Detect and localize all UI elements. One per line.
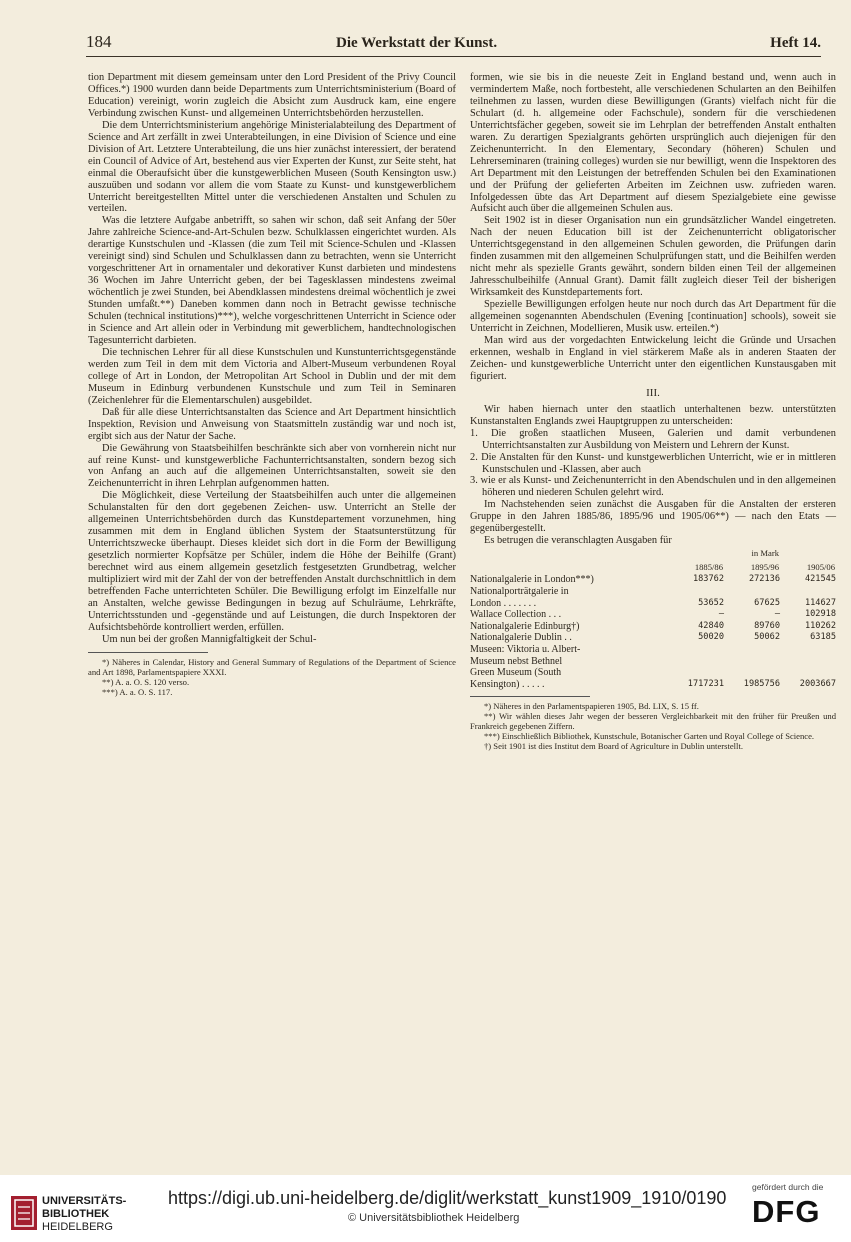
paragraph: Die dem Unterrichtsministerium angehörige Ministerialabteilung des Department of Science and Art zerfällt in zwei Unterabteilungen, in eine Division of Science und eine Division of Art. Letztere Unterabteilung, die uns hier zunächst interessiert, der beratend ein Council of Advice of Art, bestehend aus vier Experten der Kunst, zur Seite steht, hat einmal die Oberaufsicht über die kunstgewerblichen Museen (South Kensington usw.) auszuüben und sodann vor allem die vom Staate zu Kunst- und kunstgewerblichem Unterricht bereitgestellten Mittel unter die verschiedenen Anstalten und Schulen zu verteilen. (88, 119, 456, 215)
cell-value (668, 667, 724, 679)
cell-value: 89760 (754, 620, 780, 631)
table-row (470, 586, 836, 598)
paragraph: Spezielle Bewilligungen erfolgen heute nur noch durch das Art Department für die allgemeinen sogenannten Abendschulen (Evening [continuation] schools), soweit sie Unterricht in Zeichnen, Modellieren, Musik usw. erteilen.*) (470, 299, 836, 335)
list-item: 2. Die Anstalten für den Kunst- und kunstgewerblichen Unterricht, wie er in mittleren Kunstschulen und -Klassen, aber auch (470, 451, 836, 475)
row-label: Nationalgalerie in London***) (470, 574, 594, 586)
cell-value (668, 586, 724, 598)
footnote-rule (88, 652, 208, 653)
year-header: 1905/06 (806, 561, 835, 572)
dfg-logo[interactable]: DFG (752, 1194, 821, 1229)
issue-number: Heft 14. (770, 35, 821, 51)
footnote: *) Näheres in Calendar, History and General Summary of Regulations of the Department of Science and Art 1898, Parlamentspapiere XXXI. (88, 656, 456, 677)
cell-value (724, 586, 780, 598)
row-label: Nationalgalerie Edinburg†) (470, 620, 580, 632)
running-header (86, 30, 821, 57)
row-label: Museum nebst Bethnel (470, 655, 563, 667)
cell-value (780, 656, 836, 668)
cell-value: 53652 (698, 597, 724, 608)
table-row (470, 644, 836, 656)
cell-value (780, 644, 836, 656)
cell-value: 2003667 (799, 678, 836, 689)
paragraph: Die technischen Lehrer für all diese Kunstschulen und Kunstunterrichtsgegenstände werden zum Teil in dem mit dem Victoria and Albert-Museum verbundenen Royal college of Art in London, der Metropolitan Art School in Dublin und der mit dem Museum in Edinburg verbundenen Kunstschule und zum Teil in Seminaren (Zeichenlehrer für die Elementarschulen) ausgebildet. (88, 346, 456, 406)
paragraph: Wir haben hiernach unter den staatlich unterhaltenen bezw. unterstützten Kunstanstalten Englands zwei Hauptgruppen zu unterscheiden: (470, 403, 836, 427)
paragraph: Es betrugen die veranschlagten Ausgaben für (484, 535, 672, 547)
university-seal-icon (10, 1195, 38, 1231)
cell-value: 67625 (754, 597, 780, 608)
cell-value: 102918 (804, 609, 836, 620)
cell-value (780, 667, 836, 679)
year-header: 1895/96 (750, 561, 779, 572)
expenditure-table (470, 547, 836, 690)
table-row (470, 656, 836, 668)
cell-value: — (718, 609, 724, 620)
cell-value: 114627 (804, 597, 836, 608)
viewer-footer (0, 1175, 851, 1242)
cell-value (724, 656, 780, 668)
paragraph: Die Gewährung von Staatsbeihilfen beschränkte sich aber von vornherein nicht nur auf reine Kunst- und kunstgewerbliche Fachunterrichtsanstalten, sondern bezog sich von Anfang an auch auf die allgemeinen Unterrichtsanstalten, soweit sie den Zeichenunterricht in ihren Lehrplan aufgenommen hatten. (88, 442, 456, 490)
cell-value: 50062 (754, 632, 780, 643)
cell-value: 50020 (698, 632, 724, 643)
year-header: 1885/86 (694, 561, 723, 572)
section-heading: III. (646, 386, 660, 399)
row-label: Nationalporträtgalerie in (470, 585, 569, 597)
table-row (470, 598, 836, 610)
left-column (88, 72, 456, 697)
page-number: 184 (86, 32, 112, 51)
footnote: *) Näheres in den Parlamentspapieren 1905, Bd. LIX, S. 15 ff. (484, 701, 699, 712)
table-row (470, 632, 836, 644)
permalink-url[interactable]: https://digi.ub.uni-heidelberg.de/diglit/werkstatt_kunst1909_1910/0190 (168, 1188, 727, 1208)
cell-value (668, 644, 724, 656)
institution-name: UNIVERSITÄTS- BIBLIOTHEK HEIDELBERG (42, 1195, 127, 1233)
table-row (470, 621, 836, 633)
cell-value (724, 644, 780, 656)
cell-value (724, 667, 780, 679)
row-label: Green Museum (South (470, 667, 562, 679)
funding-caption: gefördert durch die (752, 1182, 824, 1192)
row-label: Museen: Viktoria u. Albert- (470, 643, 581, 655)
cell-value: 272136 (748, 574, 780, 585)
table-unit-row (470, 547, 836, 561)
table-header-row (470, 561, 836, 575)
table-row (470, 574, 836, 586)
cell-value: 42840 (698, 620, 724, 631)
footnote: **) A. a. O. S. 120 verso. (102, 676, 190, 687)
table-row (470, 679, 836, 691)
paragraph: Die Möglichkeit, diese Verteilung der Staatsbeihilfen auch unter die allgemeinen Schulanstalten für den dort gegebenen Zeichen- usw. Unterricht an Stelle der allgemeinen Unterrichtsbehörden durch das Kunstdepartement vorzunehmen, hing zusammen mit dem in England üblichen System der Staatsunterstützung für Unterrichtszwecke überhaupt. Dieses kleidet sich dort in die Form der Bewilligung gesetzlich normierter Kopfsätze per Schüler, indem die Höhe der Beihilfe (Grant) berechnet wird aus einem allgemein gesetzlich festgesetzten Grundbetrag, welcher multipliziert wird mit der Zahl der von der betreffenden Anstalt durchschnittlich in dem betreffenden Fache unterrichteten Schüler. Die Bewilligung erfolgt im Einzelfalle nur an Anstalten, welche gewisse Bedingungen in bezug auf Schulräume, Lehrkräfte, Unterrichtsstunden und -gegenstände und auf Leistungen, die durch Inspektoren der Aufsichtsbehörde kontrolliert werden, erfüllen. (88, 490, 456, 633)
row-label: Nationalgalerie Dublin . . (470, 632, 572, 644)
unit-label: in Mark (751, 548, 779, 559)
cell-value (668, 656, 724, 668)
footnote: ***) Einschließlich Bibliothek, Kunstschule, Botanischer Garten und Royal College of Science. (484, 731, 815, 742)
row-label: Wallace Collection . . . (470, 609, 562, 621)
copyright-notice: © Universitätsbibliothek Heidelberg (348, 1212, 520, 1224)
paragraph: Was die letztere Aufgabe anbetrifft, so sahen wir schon, daß seit Anfang der 50er Jahre zahlreiche Science-and-Art-Schulen bezw. Schulklassen eingerichtet wurden. Als derartige Kunstschulen und -Klassen (die zum Teil mit Science-Schulen und -Klassen vereinigt sind) sind Schulen und Schulklassen dann zu betrachten, wenn sie Unterricht vorgeschrittener Art in ornamentaler und dekorativer Kunst darbieten und mindestens 36 Wochen im Jahre Unterricht geben, der bei Tagesklassen mindestens zweimal wöchentlich je zwei Stunden, bei Abendklassen mindestens dreimal wöchentlich je zwei Stunden umfaßt.**) Daneben kommen dann noch in Betracht gewisse technische Schulen (technical institutions)***), welche vorgeschrittenen Unterricht in Science oder in Science and Art allein oder in Verbindung mit gewerblichem, handtechnologischen Tagesunterricht darbieten. (88, 215, 456, 346)
cell-value: 1985756 (743, 678, 780, 689)
list-item: 1. Die großen staatlichen Museen, Galerien und damit verbundenen Unterrichtsanstalten zur Ausbildung von Meistern und Lehrern der Kunst. (470, 427, 836, 451)
paragraph: formen, wie sie bis in die neueste Zeit in England bestand und, wenn auch in vermindertem Maße, noch fortbesteht, alle verschiedenen Schularten an den Beihilfen teilnehmen zu lassen, wurden diese Bewilligungen (Grants) vielfach nicht für die Schulart (d. h. allgemeine oder Fachschule), sondern für die verschiedenen Unterrichtsfächer gegeben, soweit sie im Lehrplan der betreffenden Anstalt enthalten waren. Zu derartigen Spezialgrants gehörten ursprünglich auch diejenigen für den Zeichenunterricht. In den Elementary, Secondary (höheren) Schulen und Lehrerseminaren (training colleges) wurden sie nur bewilligt, wenn die Inspektoren des Art Department mit den Leistungen der betreffenden Schulen bei den Examinationen und der Prüfung der gelieferten Arbeiten im Zeichnen usw. zufrieden waren. Infolgedessen übte das Art Department auf diesem Spezialgebiete eine gewisse Aufsicht auch über die allgemeinen Schulen aus. (470, 72, 836, 215)
cell-value: 1717231 (687, 678, 724, 689)
right-column (470, 72, 836, 751)
table-row (470, 609, 836, 621)
table-row (470, 667, 836, 679)
footnote-rule (470, 696, 590, 697)
cell-value (780, 586, 836, 598)
list-item: 3. wie er als Kunst- und Zeichenunterricht in den Abendschulen und in den allgemeinen höheren und niederen Schulen gelehrt wird. (470, 475, 836, 499)
cell-value: 110262 (804, 620, 836, 631)
footnote: **) Wir wählen dieses Jahr wegen der besseren Vergleichbarkeit mit den früher für Preußen und Frankreich gegebenen Ziffern. (470, 711, 836, 732)
cell-value: 63185 (810, 632, 836, 643)
row-label: Kensington) . . . . . (470, 678, 545, 690)
paragraph: Im Nachstehenden seien zunächst die Ausgaben für die Anstalten der ersteren Gruppe in den Jahren 1885/86, 1895/96 und 1905/06**) — nach den Etats — gegenübergestellt. (470, 499, 836, 535)
footnote: ***) A. a. O. S. 117. (102, 686, 173, 697)
paragraph: Daß für alle diese Unterrichtsanstalten das Science and Art Department hinsichtlich Inspektion, Revision und Anweisung von Staatsmitteln zuständig war und noch ist, ergibt sich aus der Natur der Sache. (88, 406, 456, 442)
paragraph: Man wird aus der vorgedachten Entwickelung leicht die Gründe und Ursachen erkennen, weshalb in England in viel stärkerem Maße als in anderen Staaten der Zeichen- und kunstgewerbliche Unterricht unter den eigentlichen Kunstausgaben mit figuriert. (470, 334, 836, 382)
journal-title: Die Werkstatt der Kunst. (336, 35, 498, 51)
cell-value: — (774, 609, 780, 620)
paragraph: tion Department mit diesem gemeinsam unter den Lord President of the Privy Council Offices.*) 1900 wurden dann beide Departments zum Unterrichtsministerium (Board of Education) vereinigt, worin zugleich die Absicht zum Ausdruck kam, eine engere Verbindung zwischen Kunst- und allgemeinen Unterrichtsbehörden herzustellen. (88, 72, 456, 119)
paragraph: Seit 1902 ist in dieser Organisation nun ein grundsätzlicher Wandel eingetreten. Nach der neuen Education bill ist der Zeichenunterricht obligatorischer Unterrichtsgegenstand in den allgemeinen Schulen geworden, die Prüfungen darin finden zusammen mit den allgemeinen Schulprüfungen statt, und die Beihilfen werden nicht mehr als spezielle Grants gewährt, sondern bilden einen Teil der allgemeinen Jahresschulbeihilfe (Annual Grant). Damit fällt zugleich dieser Teil der bisherigen Wirksamkeit des Kunstdepartements fort. (470, 215, 836, 299)
paragraph: Um nun bei der großen Mannigfaltigkeit der Schul- (102, 633, 317, 645)
cell-value: 183762 (692, 574, 724, 585)
cell-value: 421545 (804, 574, 836, 585)
footnote: †) Seit 1901 ist dies Institut dem Board of Agriculture in Dublin unterstellt. (484, 741, 743, 752)
row-label: London . . . . . . . (470, 597, 537, 609)
